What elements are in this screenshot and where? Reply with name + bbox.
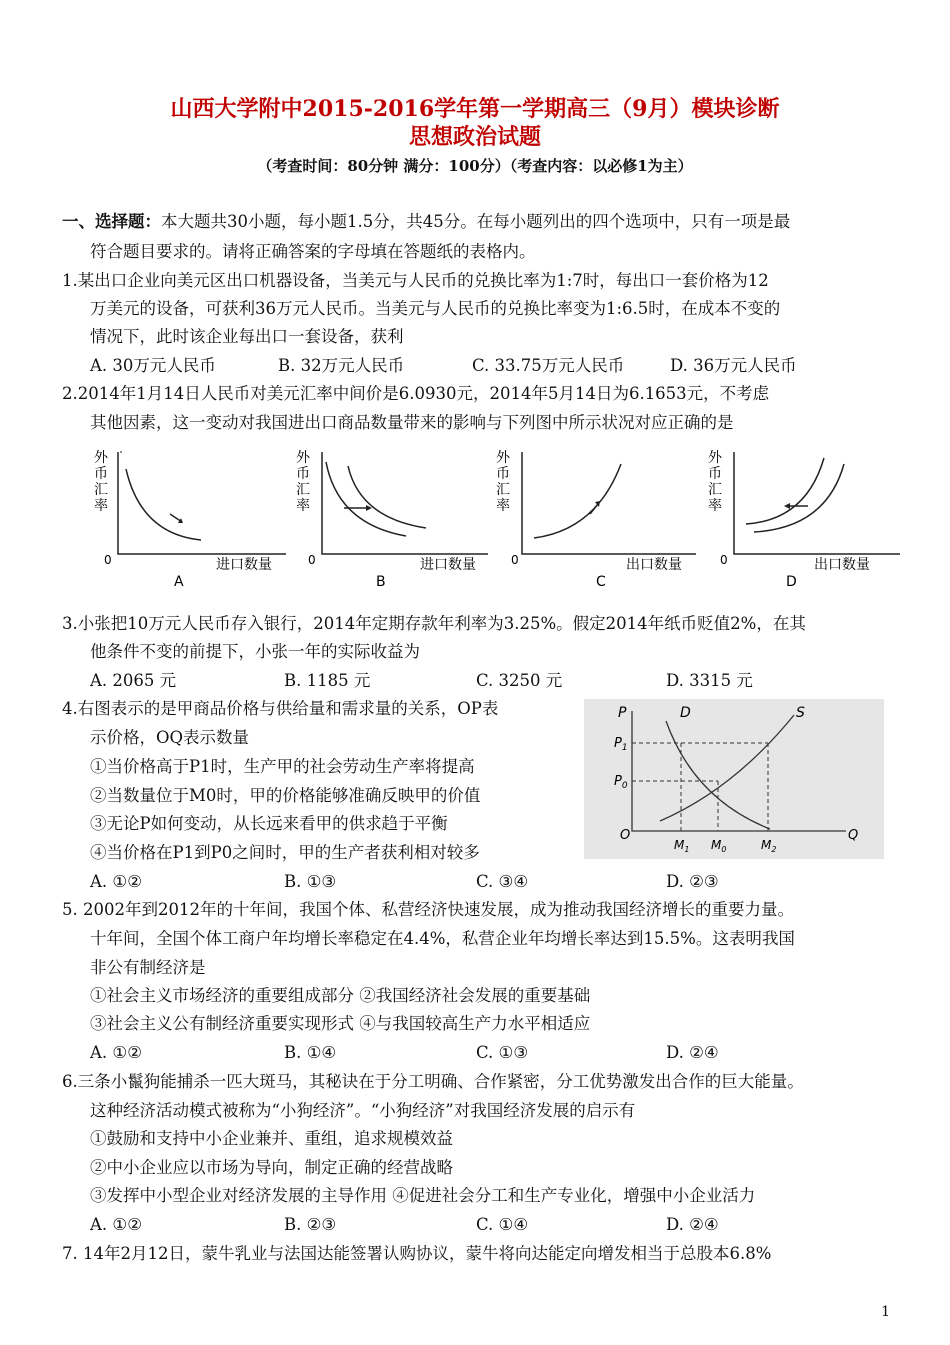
q6-statements-3-4: ③发挥中小型企业对经济发展的主导作用 ④促进社会分工和生产专业化，增强中小企业活力 xyxy=(90,1186,756,1205)
graph-a-xlabel: 进口数量 xyxy=(216,557,272,573)
graph-c-ylabel-1: 外 xyxy=(496,450,510,466)
q3-option-b: B. 1185 元 xyxy=(284,671,371,690)
q5-option-c: C. ①③ xyxy=(476,1043,529,1062)
q6-options xyxy=(90,1215,890,1235)
graph-a-ylabel-3: 汇 xyxy=(94,482,108,498)
q1-option-b: B. 32万元人民币 xyxy=(278,356,405,375)
q4-supply-demand-graph xyxy=(584,699,884,859)
page-number: 1 xyxy=(881,1304,890,1320)
q4-graph-svg xyxy=(584,699,884,859)
q1-options xyxy=(90,356,890,376)
q3-option-a: A. 2065 元 xyxy=(90,671,177,690)
graph-a-ylabel-1: 外 xyxy=(94,450,108,466)
graph-a-ylabel-4: 率 xyxy=(94,498,108,514)
graph-b-ylabel-4: 率 xyxy=(296,498,310,514)
q5-statements-1-2: ①社会主义市场经济的重要组成部分 ②我国经济社会发展的重要基础 xyxy=(90,986,591,1005)
graph-b-xlabel: 进口数量 xyxy=(420,557,476,573)
q4-option-a: A. ①② xyxy=(90,872,142,891)
graph-a xyxy=(94,450,286,590)
q4-statement-3: ③无论P如何变动，从长远来看甲的供求趋于平衡 xyxy=(90,814,448,833)
graph-a-origin: 0 xyxy=(104,553,112,567)
q6-statement-2: ②中小企业应以市场为导向，制定正确的经营战略 xyxy=(90,1158,453,1177)
exam-title-line2: 思想政治试题 xyxy=(408,124,541,150)
q3-option-d: D. 3315 元 xyxy=(666,671,753,690)
q4-m2-label: $M_2$ xyxy=(761,838,777,854)
q6-line: 6.三条小鬣狗能捕杀一匹大斑马，其秘诀在于分工明确、合作紧密，分工优势激发出合作的巨大能量。 xyxy=(62,1072,804,1091)
graph-d-curve-2 xyxy=(754,464,844,532)
graph-a-curve xyxy=(126,469,201,540)
q4-p-axis-label: P xyxy=(618,705,627,721)
q4-option-c: C. ③④ xyxy=(476,872,529,891)
graph-d-axes xyxy=(734,452,900,554)
q6-option-c: C. ①④ xyxy=(476,1215,529,1234)
graph-c xyxy=(496,450,696,590)
graph-c-arrow xyxy=(590,504,598,514)
q3-options xyxy=(90,671,890,691)
graph-b-ylabel-2: 币 xyxy=(296,466,310,482)
q4-p1-label: $P_1$ xyxy=(614,736,628,753)
graph-a-axes xyxy=(118,452,286,554)
q4-statement-1: ①当价格高于P1时，生产甲的社会劳动生产率将提高 xyxy=(90,757,475,776)
graph-b-axes xyxy=(322,452,488,554)
q4-option-d: D. ②③ xyxy=(666,872,719,891)
graph-d-ylabel-2: 币 xyxy=(708,466,722,482)
q5-line: 5. 2002年到2012年的十年间，我国个体、私营经济快速发展，成为推动我国经济增长的重要力量。 xyxy=(62,900,794,919)
q2-graphs xyxy=(86,444,906,594)
q7-line: 7. 14年2月12日，蒙牛乳业与法国达能签署认购协议，蒙牛将向达能定向增发相当于总股本6.8% xyxy=(62,1244,772,1263)
q4-origin-label: O xyxy=(620,828,631,843)
q6-option-a: A. ①② xyxy=(90,1215,142,1234)
graph-a-panel-label: A xyxy=(174,574,184,590)
q5-options xyxy=(90,1043,890,1063)
q2-line: 其他因素，这一变动对我国进出口商品数量带来的影响与下列图中所示状况对应正确的是 xyxy=(90,413,734,432)
q4-line: 示价格，OQ表示数量 xyxy=(90,728,250,747)
q6-statement-1: ①鼓励和支持中小企业兼并、重组，追求规模效益 xyxy=(90,1129,453,1148)
q2-graphs-svg xyxy=(86,444,906,594)
q2-line: 2.2014年1月14日人民币对美元汇率中间价是6.0930元，2014年5月14日为6.1653元，不考虑 xyxy=(62,384,770,403)
graph-d-origin: 0 xyxy=(720,553,728,567)
exam-subtitle: （考查时间：80分钟 满分：100分）（考查内容：以必修1为主） xyxy=(257,157,693,175)
q6-line: 这种经济活动模式被称为“小狗经济”。“小狗经济”对我国经济发展的启示有 xyxy=(90,1101,636,1120)
graph-c-ylabel-4: 率 xyxy=(496,498,510,514)
section-intro-text: 本大题共30小题，每小题1.5分，共45分。在每小题列出的四个选项中，只有一项是最 xyxy=(161,212,791,231)
section-heading: 一、选择题： xyxy=(62,212,161,231)
q4-s-label: S xyxy=(796,705,805,721)
q5-line: 十年间，全国个体工商户年均增长率稳定在4.4%，私营企业年均增长率达到15.5%。这表明我国 xyxy=(90,929,795,948)
section-intro-line2: 符合题目要求的。请将正确答案的字母填在答题纸的表格内。 xyxy=(90,242,536,261)
graph-d xyxy=(708,450,900,590)
q5-option-a: A. ①② xyxy=(90,1043,142,1062)
q6-option-b: B. ②③ xyxy=(284,1215,337,1234)
q4-q-axis-label: Q xyxy=(848,828,859,843)
q1-line: 万美元的设备，可获利36万元人民币。当美元与人民币的兑换比率变为1:6.5时，在成本不变的 xyxy=(90,299,781,318)
graph-b xyxy=(296,450,488,590)
graph-b-ylabel-1: 外 xyxy=(296,450,310,466)
graph-c-curve xyxy=(534,464,621,538)
q4-d-label: D xyxy=(680,705,691,721)
q4-statement-2: ②当数量位于M0时，甲的价格能够准确反映甲的价值 xyxy=(90,786,481,805)
q5-statements-3-4: ③社会主义公有制经济重要实现形式 ④与我国较高生产力水平相适应 xyxy=(90,1014,591,1033)
q1-option-c: C. 33.75万元人民币 xyxy=(472,356,625,375)
q4-options xyxy=(90,872,890,892)
graph-b-curve-1 xyxy=(326,462,406,536)
q4-m0-label: $M_0$ xyxy=(711,838,727,854)
q3-option-c: C. 3250 元 xyxy=(476,671,563,690)
graph-c-origin: 0 xyxy=(511,553,519,567)
graph-c-ylabel-2: 币 xyxy=(496,466,510,482)
q4-line: 4.右图表示的是甲商品价格与供给量和需求量的关系，OP表 xyxy=(62,699,499,718)
q1-line: 情况下，此时该企业每出口一套设备，获利 xyxy=(90,327,404,346)
graph-c-axes xyxy=(522,452,696,554)
q3-line: 3.小张把10万元人民币存入银行，2014年定期存款年利率为3.25%。假定2014年纸币贬值2%，在其 xyxy=(62,614,806,633)
q1-option-d: D. 36万元人民币 xyxy=(670,356,797,375)
exam-title-line1: 山西大学附中2015-2016学年第一学期高三（9月）模块诊断 xyxy=(170,96,780,122)
graph-d-ylabel-4: 率 xyxy=(708,498,722,514)
q1-option-a: A. 30万元人民币 xyxy=(90,356,216,375)
graph-c-ylabel-3: 汇 xyxy=(496,482,510,498)
q4-option-b: B. ①③ xyxy=(284,872,337,891)
graph-d-panel-label: D xyxy=(786,574,797,590)
graph-d-ylabel-3: 汇 xyxy=(708,482,722,498)
q3-line: 他条件不变的前提下，小张一年的实际收益为 xyxy=(90,642,420,661)
graph-c-xlabel: 出口数量 xyxy=(626,557,682,573)
graph-b-panel-label: B xyxy=(376,574,386,590)
graph-b-origin: 0 xyxy=(308,553,316,567)
graph-c-panel-label: C xyxy=(596,574,606,590)
section-intro xyxy=(62,212,790,232)
graph-d-ylabel-1: 外 xyxy=(708,450,722,466)
graph-a-ylabel-2: 币 xyxy=(94,466,108,482)
q5-option-b: B. ①④ xyxy=(284,1043,337,1062)
q5-line: 非公有制经济是 xyxy=(90,958,206,977)
q4-p0-label: $P_0$ xyxy=(614,774,628,791)
q6-option-d: D. ②④ xyxy=(666,1215,719,1234)
q5-option-d: D. ②④ xyxy=(666,1043,719,1062)
q1-line: 1.某出口企业向美元区出口机器设备，当美元与人民币的兑换比率为1:7时，每出口一套价格为12 xyxy=(62,271,769,290)
q4-statement-4: ④当价格在P1到P0之间时，甲的生产者获利相对较多 xyxy=(90,843,480,862)
graph-d-xlabel: 出口数量 xyxy=(814,557,870,573)
q4-m1-label: $M_1$ xyxy=(674,838,690,854)
graph-b-ylabel-3: 汇 xyxy=(296,482,310,498)
